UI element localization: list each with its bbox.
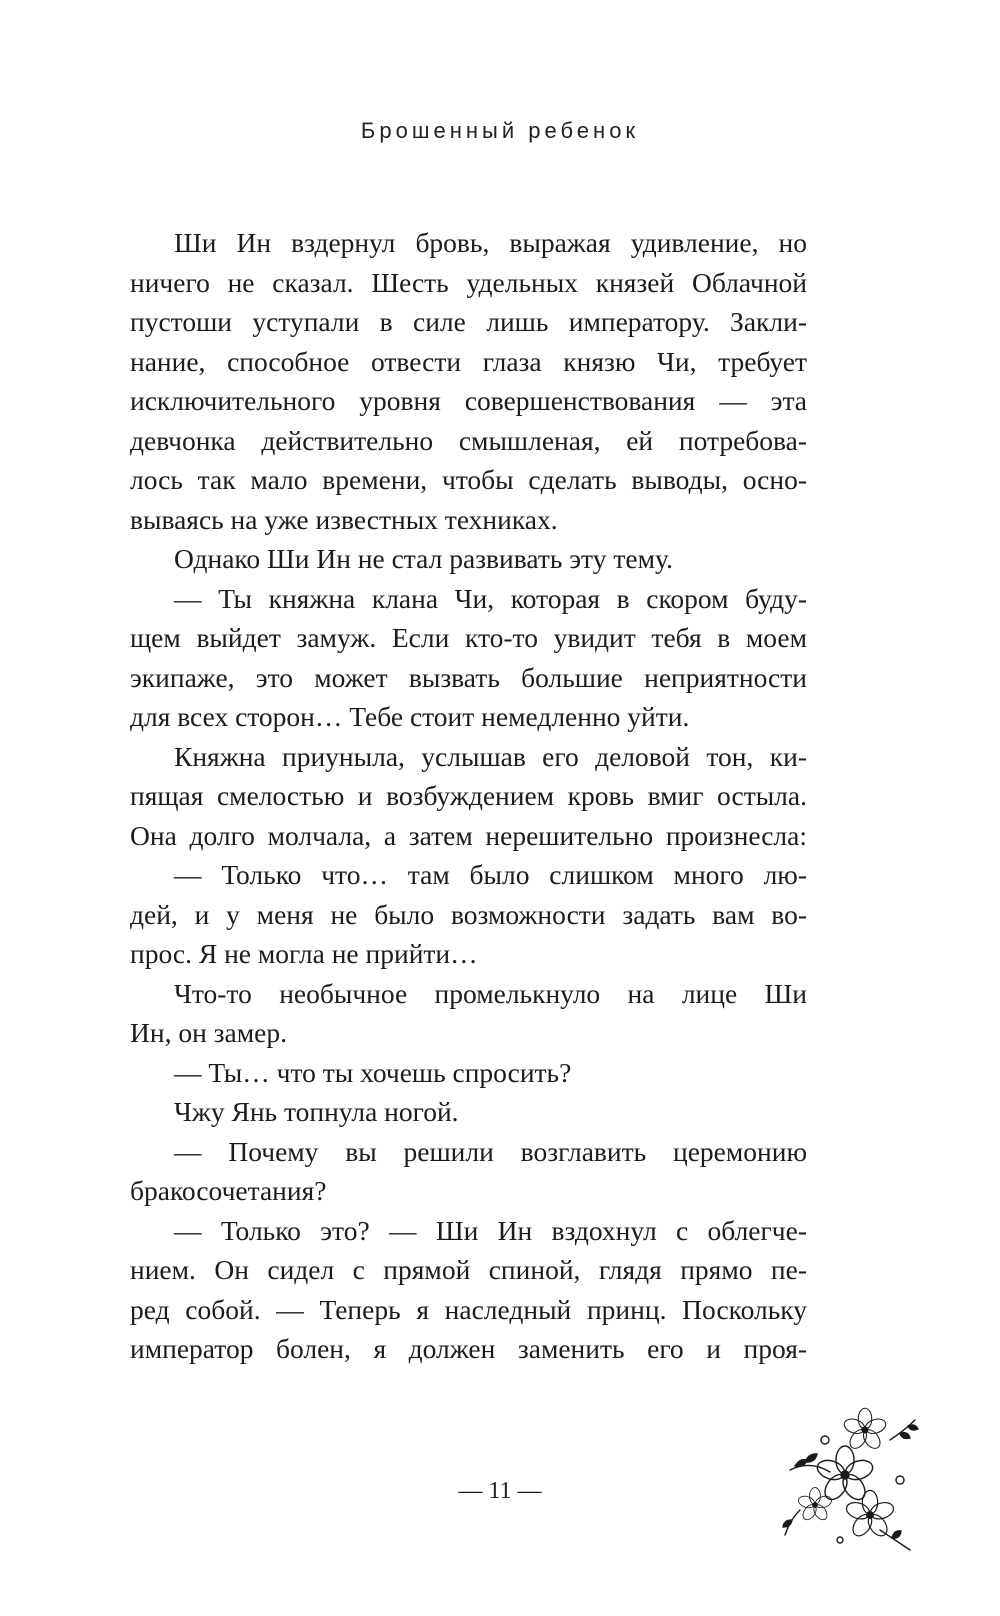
text-line: пящая смелостью и возбуждением кровь вмиг остыла. xyxy=(130,780,807,811)
text-line: бракосочетания? xyxy=(130,1175,327,1206)
text-line: Ши Ин вздернул бровь, выражая удивление, но xyxy=(174,227,807,258)
text-line: император болен, я должен заменить его и проя- xyxy=(130,1333,807,1364)
text-line: Однако Ши Ин не стал развивать эту тему. xyxy=(174,543,673,574)
page-number: — 11 — xyxy=(458,1478,542,1504)
text-line: — Ты княжна клана Чи, которая в скором буду- xyxy=(174,582,807,614)
text-line: Княжна приуныла, услышав его деловой тон, ки- xyxy=(174,740,807,772)
text-line: девчонка действительно смышленая, ей потребова- xyxy=(130,424,807,456)
text-line: для всех сторон… Тебе стоит немедленно уйти. xyxy=(130,701,690,732)
text-line: вываясь на уже известных техниках. xyxy=(130,503,558,535)
text-line: — Ты… что ты хочешь спросить? xyxy=(174,1056,572,1088)
text-line: дей, и у меня не было возможности задать вам во- xyxy=(130,898,807,930)
text-line: нание, способное отвести глаза князю Чи, требует xyxy=(130,345,807,377)
text-line: Чжу Янь топнула ногой. xyxy=(174,1096,459,1127)
running-head: Брошенный ребенок xyxy=(360,118,640,143)
floral-ornament-icon xyxy=(770,1400,920,1560)
text-line: Она долго молчала, а затем нерешительно произнесла: xyxy=(130,819,807,851)
body-text xyxy=(130,223,807,1369)
text-line: исключительного уровня совершенствования — эта xyxy=(130,385,807,416)
text-line: щем выйдет замуж. Если кто-то увидит тебя в моем xyxy=(130,622,807,653)
text-line: нием. Он сидел с прямой спиной, глядя прямо пе- xyxy=(130,1254,807,1285)
text-line: ничего не сказал. Шесть удельных князей Облачной xyxy=(130,266,807,298)
text-line: Что-то необычное промелькнуло на лице Ши xyxy=(174,977,807,1009)
text-line: экипаже, это может вызвать большие неприятности xyxy=(130,661,807,693)
text-line: — Почему вы решили возглавить церемонию xyxy=(174,1135,807,1167)
text-line: Ин, он замер. xyxy=(130,1017,287,1048)
text-line: — Только это? — Ши Ин вздохнул с облегче- xyxy=(174,1214,807,1246)
text-line: пустоши уступали в силе лишь императору. Закли- xyxy=(130,306,807,337)
text-line: — Только что… там было слишком много лю- xyxy=(174,859,807,890)
text-line: прос. Я не могла не прийти… xyxy=(130,938,478,969)
text-line: ред собой. — Теперь я наследный принц. Поскольку xyxy=(130,1293,807,1325)
text-line: лось так мало времени, чтобы сделать выводы, осно- xyxy=(130,464,807,495)
